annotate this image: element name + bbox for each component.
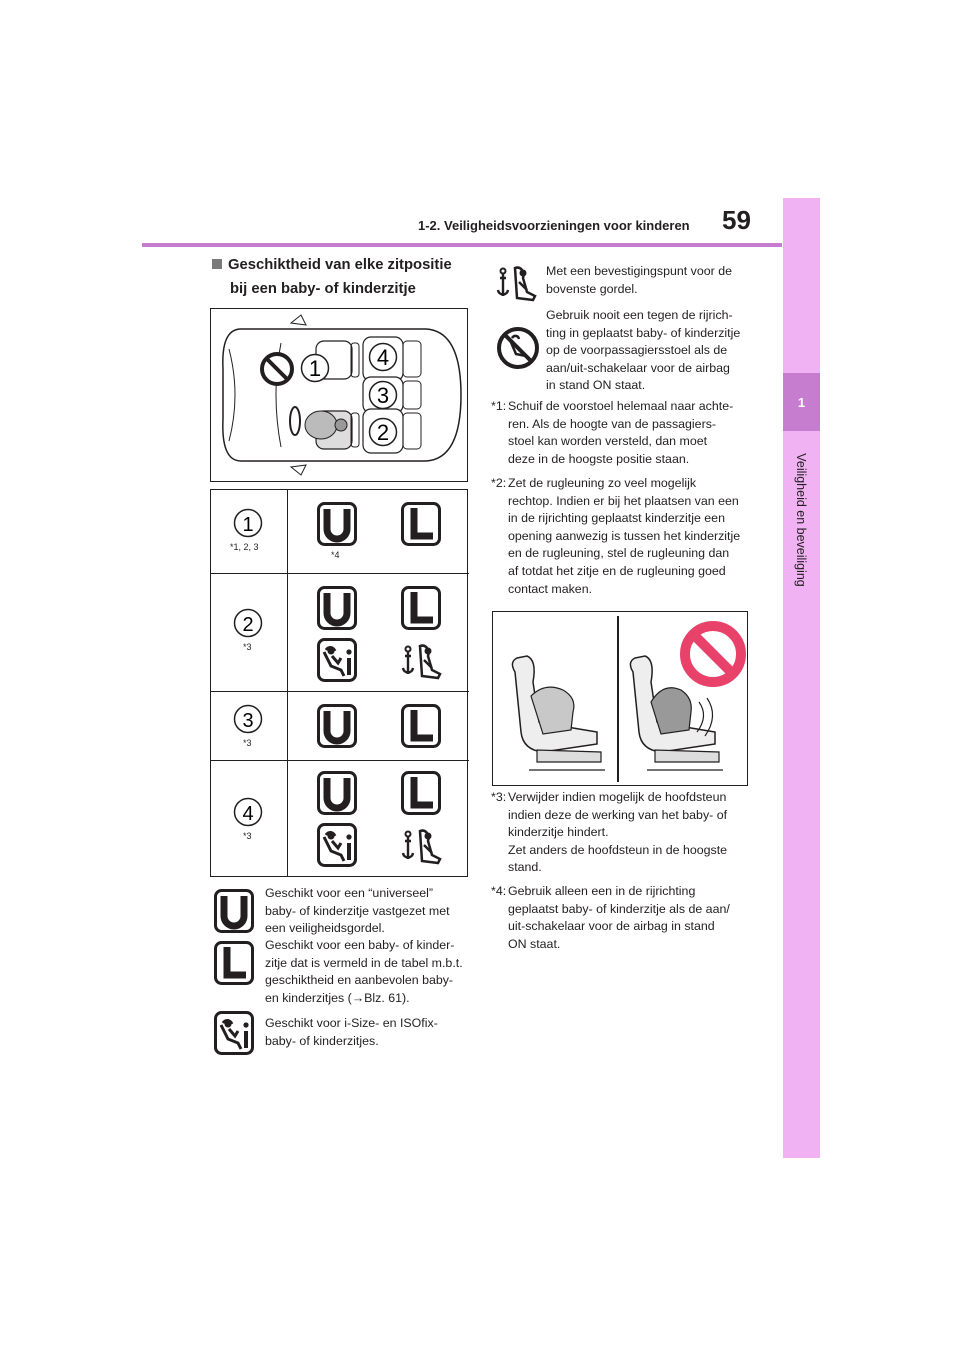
position-note: *3: [243, 831, 252, 841]
svg-text:3: 3: [242, 710, 254, 732]
u-icon: [317, 771, 357, 815]
seat-suitability-table: [210, 489, 468, 877]
icon-note: *4: [331, 550, 340, 560]
legend-universal-text: Geschikt voor een “universeel” baby- of kinderzitje vastgezet met een veiligheidsgordel.: [265, 886, 450, 936]
section-title: 1-2. Veiligheidsvoorzieningen voor kinderen: [418, 218, 690, 233]
l-icon: [401, 502, 441, 546]
prohibited-rear-facing-icon: [496, 326, 540, 370]
position-note: *3: [243, 642, 252, 652]
seat-recline-illustration: [492, 611, 748, 786]
heading-line-1: Geschiktheid van elke zitpositie: [228, 257, 452, 273]
legend-l-icon: [214, 940, 254, 986]
chapter-side-tab: [783, 198, 820, 1158]
table-row: [211, 573, 469, 691]
seat-comparison-drawing: [493, 612, 747, 785]
l-icon: [401, 586, 441, 630]
position-circle-1: [233, 508, 263, 538]
seat-number-2: 2: [376, 420, 390, 445]
seat-number-4: 4: [376, 345, 390, 370]
legend-isize-icon: [214, 1010, 254, 1056]
chapter-label-text: Veiligheid en beveiliging: [794, 453, 808, 587]
seat-number-3: 3: [376, 383, 390, 408]
legend-tether-anchor-icon: [494, 262, 540, 302]
u-icon: [317, 502, 357, 546]
table-row: [211, 760, 469, 876]
legend-prohibited-text: Gebruik nooit een tegen de rijrich- ting in geplaatst baby- of kinderzitje op de voorpassagiersstoel als de aan/uit-schakelaar voor de airbag in stand ON staat.: [546, 308, 741, 393]
u-icon: [317, 586, 357, 630]
page-number: 59: [722, 205, 751, 235]
seat-number-1: 1: [308, 356, 322, 381]
position-circle-4: [233, 797, 263, 827]
l-icon: [401, 704, 441, 748]
svg-text:2: 2: [242, 614, 254, 636]
heading-square-icon: [212, 259, 222, 269]
svg-text:1: 1: [242, 514, 254, 536]
legend-tether-text: Met een bevestigingspunt voor de bovenste gordel.: [546, 264, 732, 296]
chapter-number: 1: [783, 373, 820, 431]
car-top-view-illustration: [211, 309, 467, 481]
legend-listed-text: Geschikt voor een baby- of kinder- zitje dat is vermeld in de tabel m.b.t. geschiktheid en aanbevolen baby- en kinderzitjes (→Blz. 61).: [265, 938, 463, 1005]
position-note: *3: [243, 738, 252, 748]
header-rule: [142, 243, 782, 247]
section-heading: [212, 253, 472, 301]
table-row: [211, 490, 469, 573]
position-circle-2: [233, 608, 263, 638]
l-icon: [401, 771, 441, 815]
heading-line-2: bij een baby- of kinderzitje: [230, 281, 416, 297]
footnote-mark: *4:: [491, 884, 507, 898]
isize-icon: [317, 638, 357, 682]
legend-isize-text: Geschikt voor i-Size- en ISOfix- baby- of kinderzitjes.: [265, 1016, 438, 1048]
footnote-mark: *3:: [491, 790, 507, 804]
footnote-mark: *2:: [491, 476, 507, 490]
legend-u-icon: [214, 888, 254, 934]
u-icon: [317, 704, 357, 748]
car-seat-diagram: [210, 308, 468, 482]
svg-text:4: 4: [242, 803, 254, 825]
position-note: *1, 2, 3: [230, 542, 259, 552]
position-circle-3: [233, 704, 263, 734]
isize-icon: [317, 823, 357, 867]
tether-anchor-icon: [399, 640, 445, 680]
tether-anchor-icon: [399, 825, 445, 865]
footnote-mark: *1:: [491, 399, 507, 413]
table-row: [211, 691, 469, 760]
